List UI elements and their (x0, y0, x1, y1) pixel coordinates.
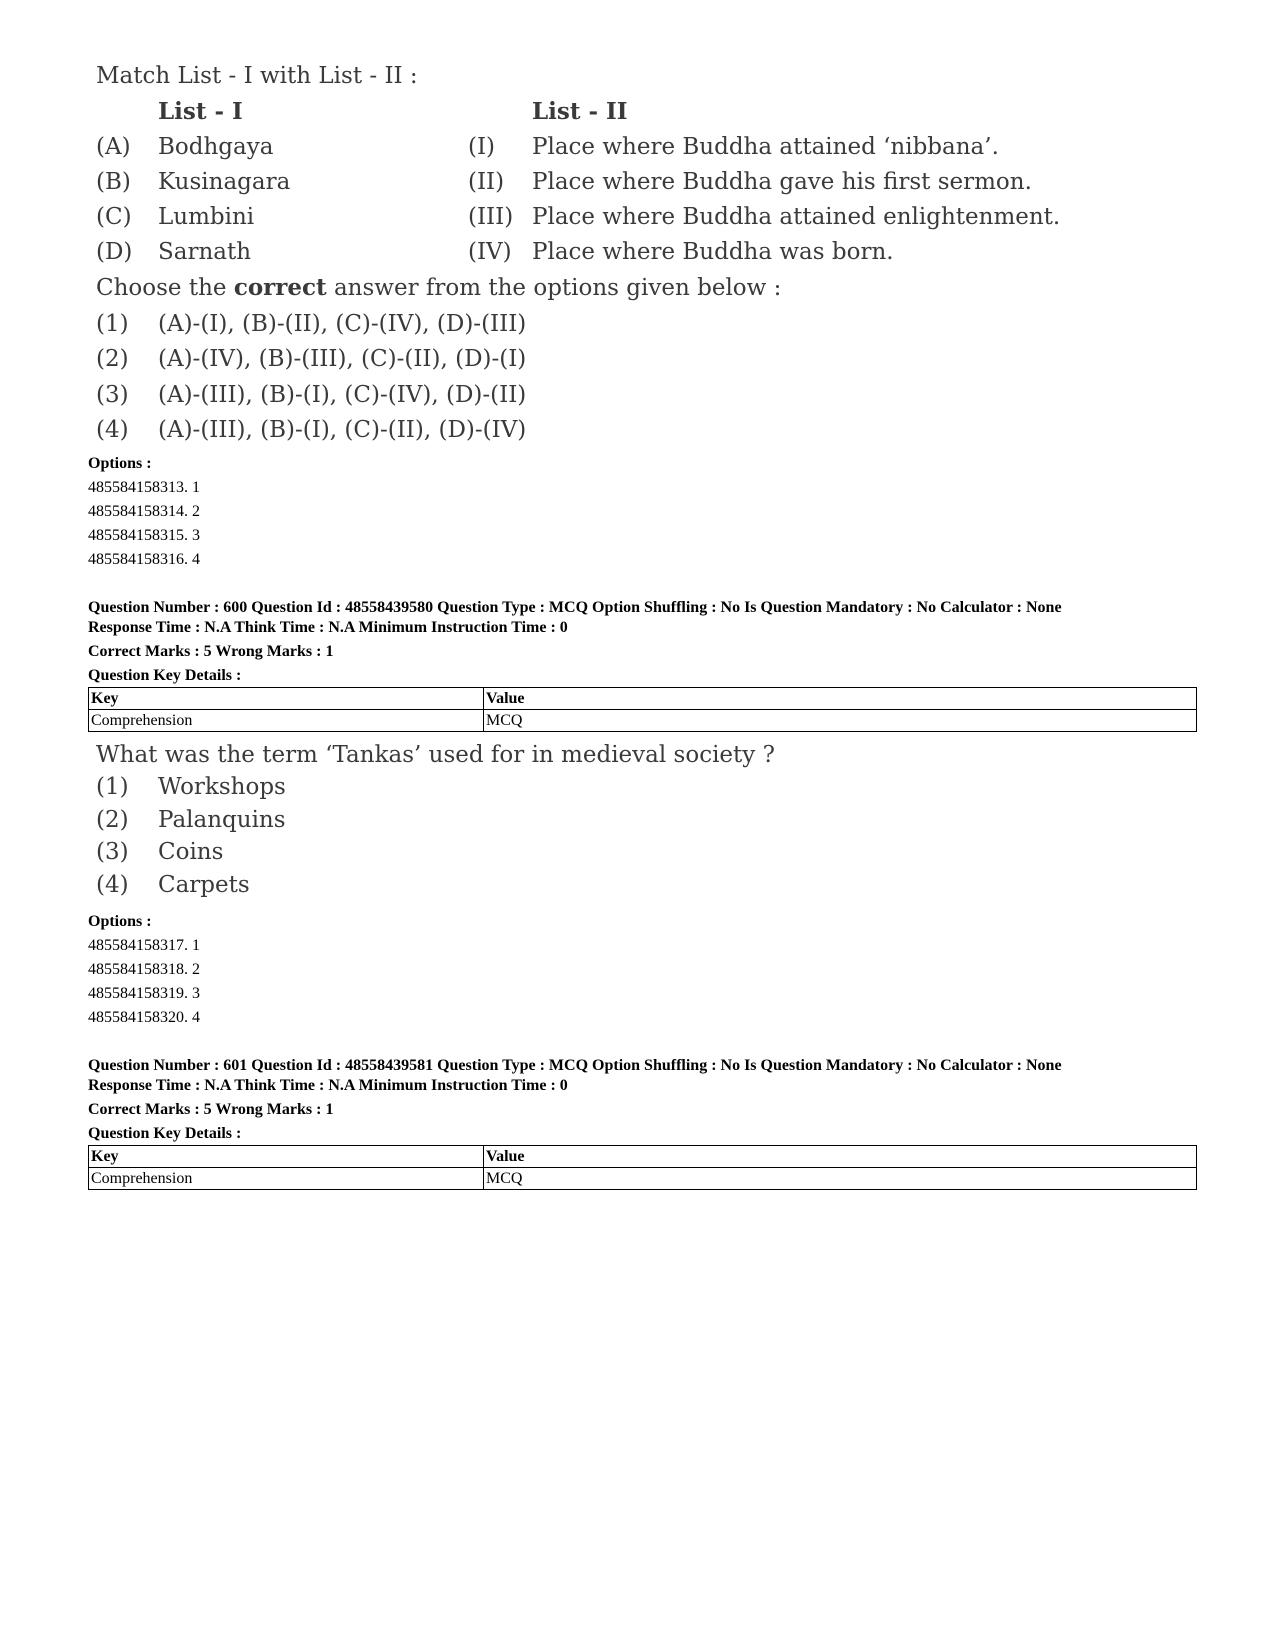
match-instruction: Match List - I with List - II : (96, 63, 418, 89)
question-timing-line: Response Time : N.A Think Time : N.A Minimum Instruction Time : 0 (88, 619, 568, 636)
list-2-tag-iii: (III) (468, 204, 514, 230)
choice-num-1: (1) (96, 774, 129, 800)
choose-text-post: answer from the options given below : (326, 275, 782, 301)
list-1-tag-d: (D) (96, 239, 133, 265)
choice-text-2: Palanquins (158, 807, 286, 833)
q601-meta (88, 1056, 1208, 1144)
q599-options (88, 452, 200, 572)
question-header-line: Question Number : 601 Question Id : 48558439581 Question Type : MCQ Option Shuffling : No Is Question Mandatory : No Calculator : None (88, 1057, 1062, 1074)
q600-meta (88, 598, 1208, 686)
question-header-line: Question Number : 600 Question Id : 48558439580 Question Type : MCQ Option Shuffling : No Is Question Mandatory : No Calculator : None (88, 599, 1062, 616)
choice-num-3: (3) (96, 839, 129, 865)
choice-text-3: Coins (158, 839, 224, 865)
choice-text-4: Carpets (158, 872, 250, 898)
table-header-row (89, 688, 1197, 710)
choice-text-3: (A)-(III), (B)-(I), (C)-(IV), (D)-(II) (158, 382, 527, 408)
list-2-item-i: Place where Buddha attained ‘nibbana’. (532, 134, 999, 160)
question-marks: Correct Marks : 5 Wrong Marks : 1 (88, 643, 334, 660)
option-item: 485584158320. 4 (88, 1009, 200, 1026)
key-details-label: Question Key Details : (88, 667, 242, 684)
question-timing-line: Response Time : N.A Think Time : N.A Minimum Instruction Time : 0 (88, 1077, 568, 1094)
list-1-tag-b: (B) (96, 169, 131, 195)
choose-text-pre: Choose the (96, 275, 234, 301)
list-2-item-iii: Place where Buddha attained enlightenment. (532, 204, 1061, 230)
choice-text-2: (A)-(IV), (B)-(III), (C)-(II), (D)-(I) (158, 346, 527, 372)
choose-text-bold: correct (233, 274, 327, 301)
list-2-tag-ii: (II) (468, 169, 505, 195)
question-text: What was the term ‘Tankas’ used for in medieval society ? (96, 742, 775, 768)
table-row (89, 1168, 1197, 1190)
option-item: 485584158318. 2 (88, 961, 200, 978)
list-2-item-ii: Place where Buddha gave his first sermon. (532, 169, 1032, 195)
list-1-item-d: Sarnath (158, 239, 252, 265)
choice-num-1: (1) (96, 311, 129, 337)
list-2-header: List - II (532, 98, 628, 125)
q600-options (88, 910, 200, 1030)
choice-text-1: (A)-(I), (B)-(II), (C)-(IV), (D)-(III) (158, 311, 527, 337)
options-label: Options : (88, 913, 152, 930)
choice-num-3: (3) (96, 382, 129, 408)
table-cell-key: Comprehension (89, 1168, 484, 1190)
option-item: 485584158316. 4 (88, 551, 200, 568)
choose-instruction (96, 274, 781, 301)
list-1-tag-a: (A) (96, 134, 131, 160)
choice-num-4: (4) (96, 872, 129, 898)
table-cell-value: MCQ (484, 1168, 1197, 1190)
list-1-tag-c: (C) (96, 204, 132, 230)
choice-text-1: Workshops (158, 774, 286, 800)
option-item: 485584158319. 3 (88, 985, 200, 1002)
table-header-row (89, 1146, 1197, 1168)
option-item: 485584158317. 1 (88, 937, 200, 954)
table-header-value: Value (484, 688, 1197, 710)
options-label: Options : (88, 455, 152, 472)
list-2-tag-iv: (IV) (468, 239, 512, 265)
table-header-key: Key (89, 688, 484, 710)
table-header-value: Value (484, 1146, 1197, 1168)
choice-num-4: (4) (96, 417, 129, 443)
option-item: 485584158314. 2 (88, 503, 200, 520)
choice-text-4: (A)-(III), (B)-(I), (C)-(II), (D)-(IV) (158, 417, 527, 443)
choice-num-2: (2) (96, 346, 129, 372)
q600-key-table (88, 687, 1197, 732)
list-2-item-iv: Place where Buddha was born. (532, 239, 894, 265)
list-1-header: List - I (158, 98, 243, 125)
choice-num-2: (2) (96, 807, 129, 833)
table-row (89, 710, 1197, 732)
table-cell-value: MCQ (484, 710, 1197, 732)
list-1-item-a: Bodhgaya (158, 134, 274, 160)
question-marks: Correct Marks : 5 Wrong Marks : 1 (88, 1101, 334, 1118)
key-details-label: Question Key Details : (88, 1125, 242, 1142)
list-2-tag-i: (I) (468, 134, 496, 160)
list-1-item-c: Lumbini (158, 204, 255, 230)
q601-key-table (88, 1145, 1197, 1190)
table-header-key: Key (89, 1146, 484, 1168)
option-item: 485584158315. 3 (88, 527, 200, 544)
table-cell-key: Comprehension (89, 710, 484, 732)
list-1-item-b: Kusinagara (158, 169, 291, 195)
option-item: 485584158313. 1 (88, 479, 200, 496)
